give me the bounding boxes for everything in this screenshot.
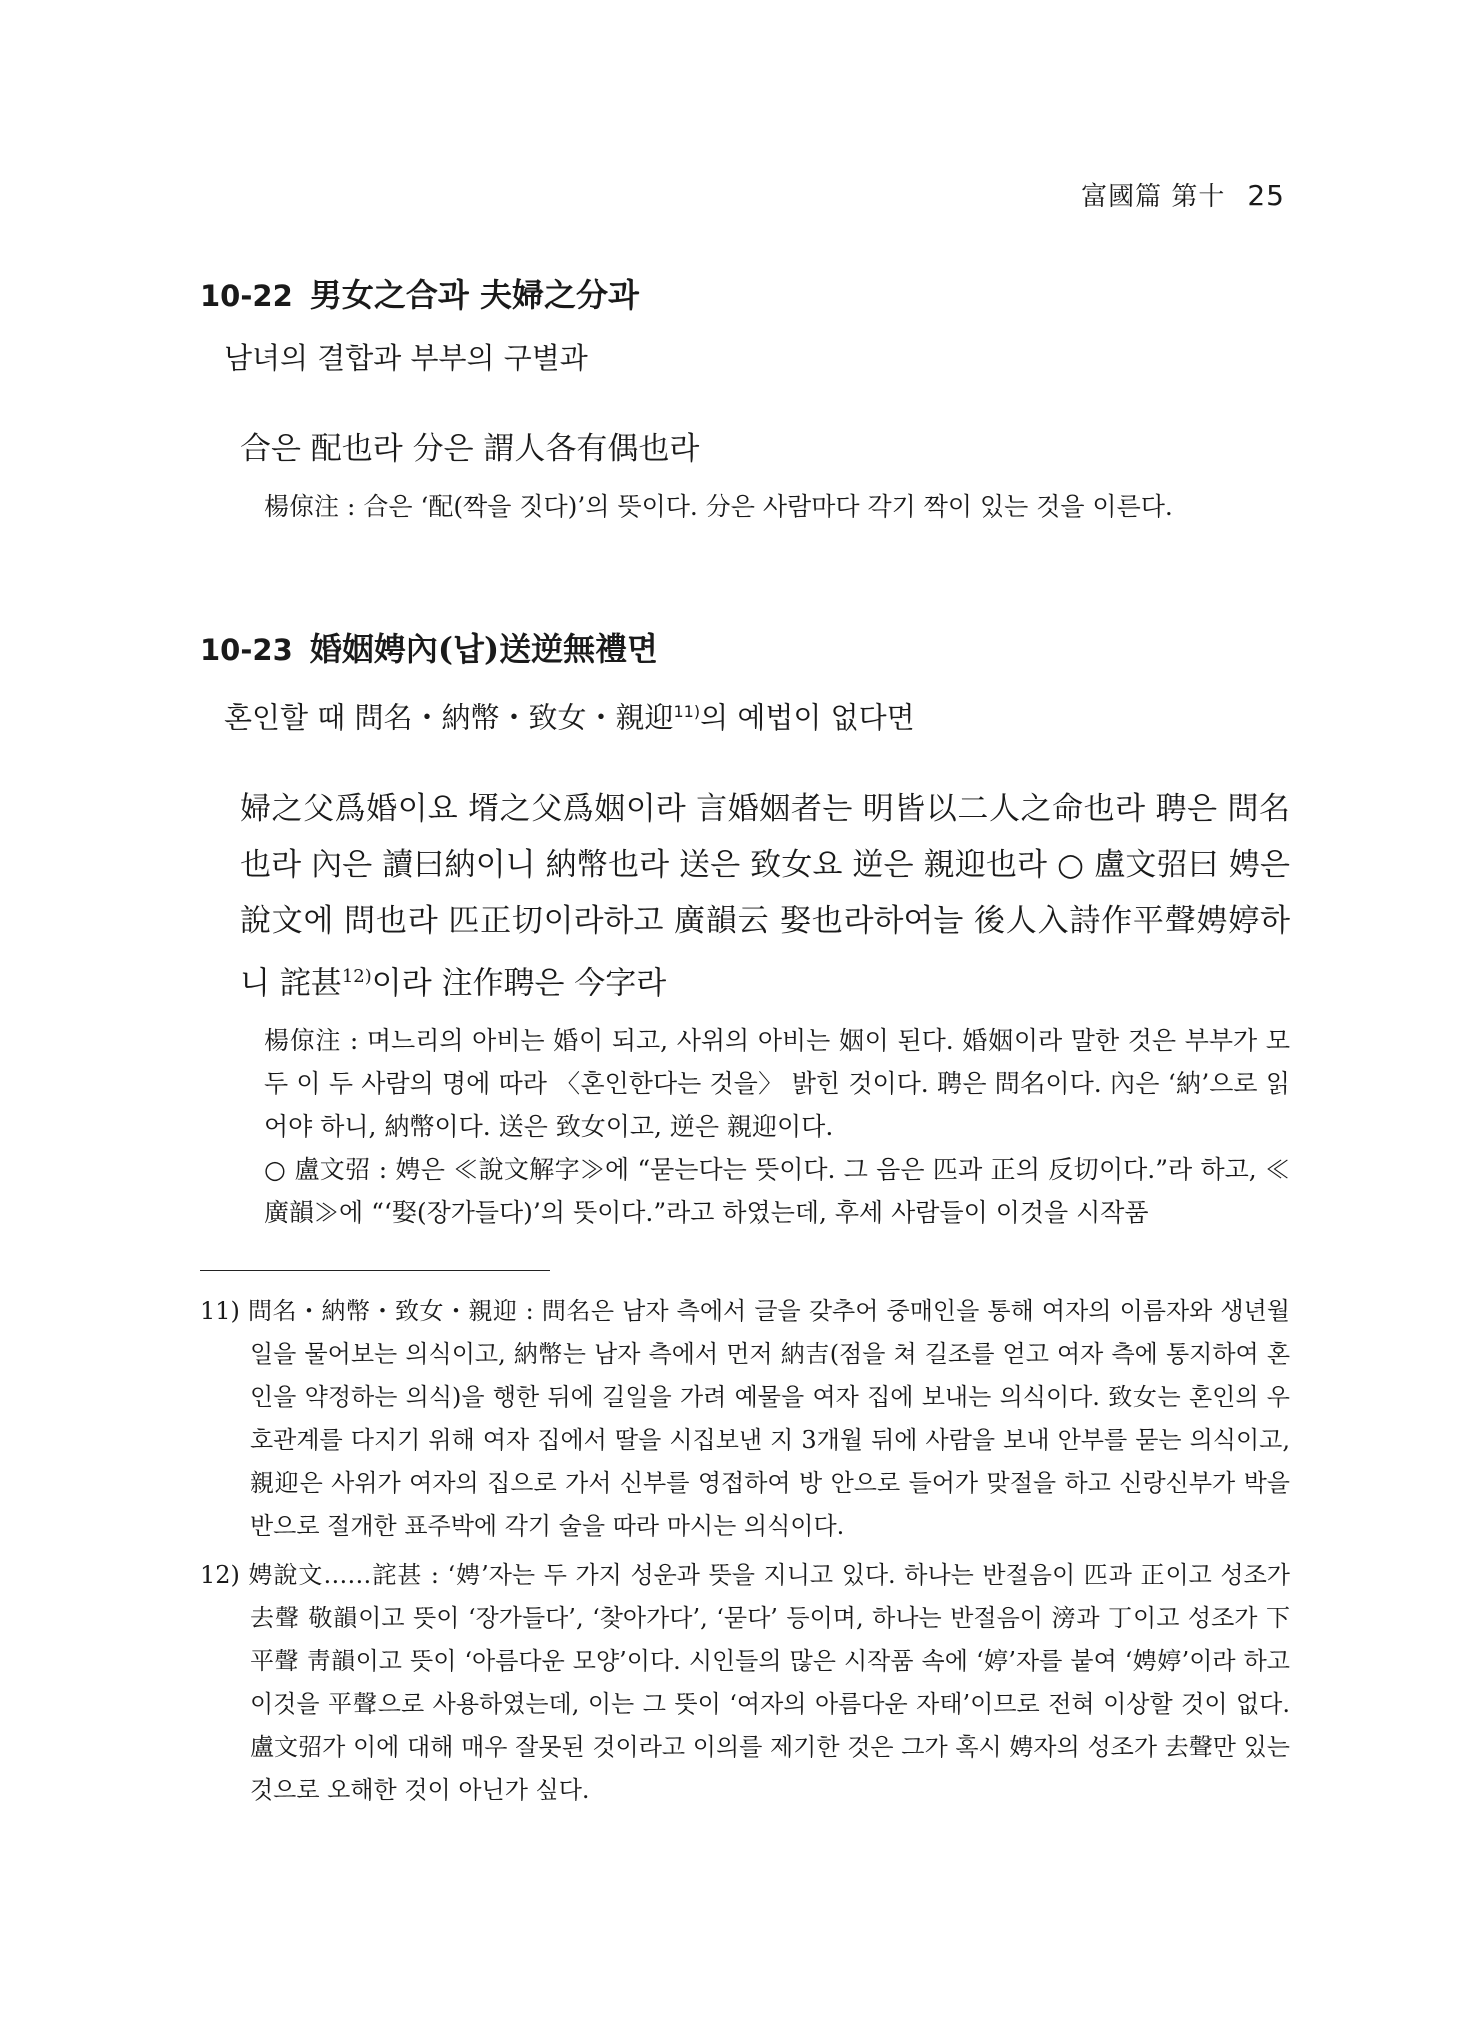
running-head-title: 富國篇 第十 xyxy=(1081,182,1226,212)
section-23-translation-main: 혼인할 때 問名・納幣・致女・親迎 xyxy=(224,700,674,735)
section-23-translation xyxy=(224,689,1290,741)
footnote-ref-12[interactable]: 12) xyxy=(341,965,372,987)
footnote-12-marker: 12) xyxy=(200,1561,240,1589)
page-number: 25 xyxy=(1247,179,1285,212)
section-22-heading xyxy=(200,270,1290,321)
section-22-heading-text: 男女之合과 夫婦之分과 xyxy=(309,276,639,314)
section-23-translation-tail: 의 예법이 없다면 xyxy=(700,700,915,735)
section-23-heading xyxy=(200,624,1290,675)
footnote-divider xyxy=(200,1270,550,1271)
footnote-12-text: 娉說文……詫甚 : ‘娉’자는 두 가지 성운과 뜻을 지니고 있다. 하나는 반절음이 匹과 正이고 성조가 去聲 敬韻이고 뜻이 ‘장가들다’, ‘찾아가다’, ‘묻다’ 등이며, 하나는 반절음이 滂과 丁이고 성조가 下平聲 靑韻이고 뜻이 ‘아름다운 모양’이다. 시인들의 많은 시작품 속에 ‘婷’자를 붙여 ‘娉婷’이라 하고 이것을 平聲으로 사용하였는데, 이는 그 뜻이 ‘여자의 아름다운 자태’이므로 전혀 이상할 것이 없다. 盧文弨가 이에 대해 매우 잘못된 것이라고 이의를 제기한 것은 그가 혹시 娉자의 성조가 去聲만 있는 것으로 오해한 것이 아닌가 싶다. xyxy=(248,1561,1290,1804)
footnote-11-marker: 11) xyxy=(200,1297,240,1325)
footnote-11-text: 問名・納幣・致女・親迎 : 問名은 남자 측에서 글을 갖추어 중매인을 통해 여자의 이름자와 생년월일을 물어보는 의식이고, 納幣는 남자 측에서 먼저 納吉(점을 쳐 길조를 얻고 여자 측에 통지하여 혼인을 약정하는 의식)을 행한 뒤에 길일을 가려 예물을 여자 집에 보내는 의식이다. 致女는 혼인의 우호관계를 다지기 위해 여자 집에서 딸을 시집보낸 지 3개월 뒤에 사람을 보내 안부를 묻는 의식이고, 親迎은 사위가 여자의 집으로 가서 신부를 영접하여 방 안으로 들어가 맞절을 하고 신랑신부가 박을 반으로 절개한 표주박에 각기 술을 따라 마시는 의식이다. xyxy=(248,1297,1290,1540)
section-22-translation: 남녀의 결합과 부부의 구별과 xyxy=(224,341,588,375)
section-22-note: 楊倞注 : 合은 ‘配(짝을 짓다)’의 뜻이다. 分은 사람마다 각기 짝이 있는 것을 이른다. xyxy=(264,492,1173,521)
section-23-note-1: 楊倞注 : 며느리의 아비는 婚이 되고, 사위의 아비는 姻이 된다. 婚姻이라 말한 것은 부부가 모두 이 두 사람의 명에 따라 〈혼인한다는 것을〉 밝힌 것이다. 聘은 問名이다. 內은 ‘納’으로 읽어야 하니, 納幣이다. 送은 致女이고, 逆은 親迎이다. xyxy=(264,1025,1290,1141)
section-23-number: 10-23 xyxy=(200,633,293,667)
section-23-heading-text: 婚姻娉內(납)送逆無禮면 xyxy=(309,630,658,668)
footnote-11 xyxy=(200,1290,1290,1548)
section-23-commentary xyxy=(240,781,1290,1011)
section-22-commentary: 合은 配也라 分은 謂人各有偶也라 xyxy=(240,431,700,467)
section-23-commentary-main: 婦之父爲婚이요 壻之父爲姻이라 言婚姻者는 明皆以二人之命也라 聘은 問名也라 內은 讀曰納이니 納幣也라 送은 致女요 逆은 親迎也라 ○ 盧文弨曰 娉은 說文에 問也라 匹正切이라하고 廣韻云 娶也라하여늘 後人入詩作平聲娉婷하니 詫甚 xyxy=(240,790,1290,1001)
section-23-note-2: ○ 盧文弨 : 娉은 ≪說文解字≫에 “묻는다는 뜻이다. 그 음은 匹과 正의 反切이다.”라 하고, ≪廣韻≫에 “‘娶(장가들다)’의 뜻이다.”라고 하였는데, 후세 사람들이 이것을 시작품 xyxy=(264,1154,1290,1227)
section-23-commentary-tail: 이라 注作聘은 今字라 xyxy=(371,964,667,1001)
footnote-12 xyxy=(200,1554,1290,1812)
running-head xyxy=(1081,176,1285,213)
section-22-number: 10-22 xyxy=(200,279,293,313)
main-content xyxy=(200,270,1290,1234)
footnote-ref-11[interactable]: 11) xyxy=(673,702,701,721)
footnotes xyxy=(200,1290,1290,1818)
